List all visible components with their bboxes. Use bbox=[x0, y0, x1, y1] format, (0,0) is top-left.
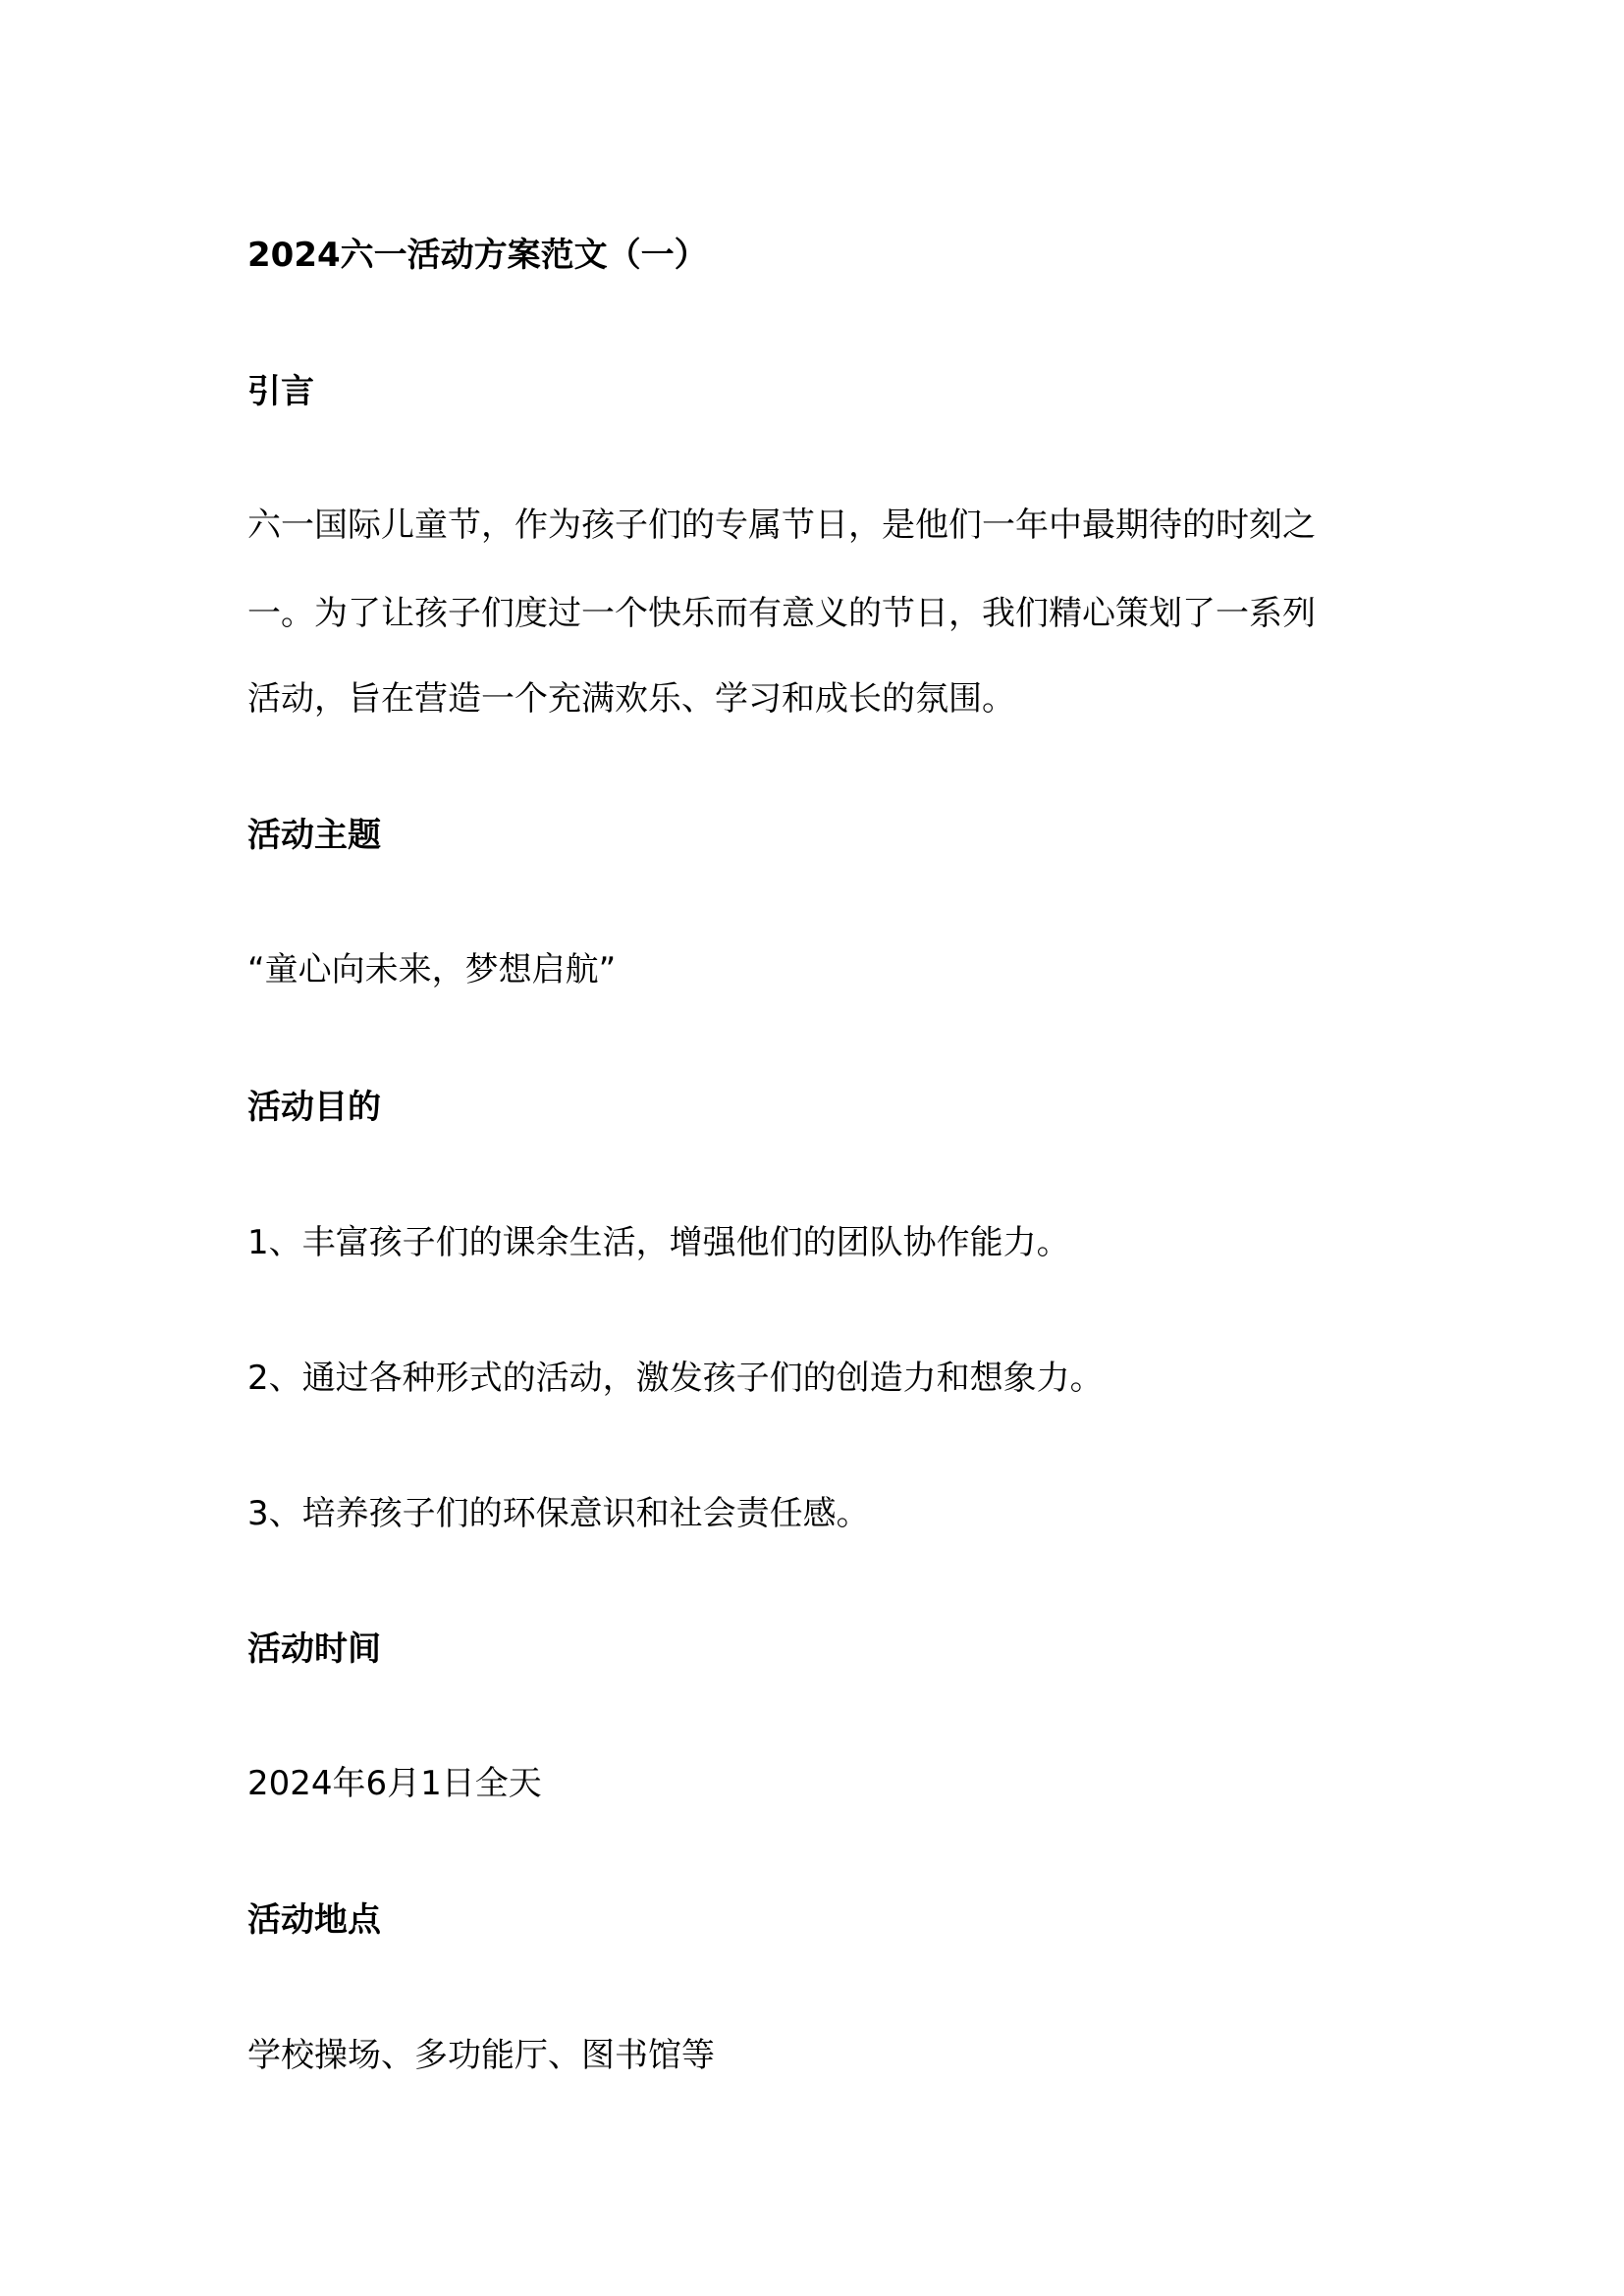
location-text: 学校操场、多功能厅、图书馆等 bbox=[247, 2036, 715, 2075]
purpose-item: 1、丰富孩子们的课余生活，增强他们的团队协作能力。 bbox=[247, 1223, 1070, 1262]
purpose-item: 2、通过各种形式的活动，激发孩子们的创造力和想象力。 bbox=[247, 1359, 1104, 1398]
intro-heading: 引言 bbox=[247, 372, 314, 411]
intro-paragraph-line: 一。为了让孩子们度过一个快乐而有意义的节日，我们精心策划了一系列 bbox=[247, 594, 1316, 633]
purpose-heading: 活动目的 bbox=[247, 1088, 381, 1127]
document-title: 2024六一活动方案范文（一） bbox=[247, 236, 708, 275]
intro-paragraph-line: 活动，旨在营造一个充满欢乐、学习和成长的氛围。 bbox=[247, 679, 1015, 719]
intro-paragraph-line: 六一国际儿童节，作为孩子们的专属节日，是他们一年中最期待的时刻之 bbox=[247, 506, 1316, 545]
time-text: 2024年6月1日全天 bbox=[247, 1764, 542, 1803]
purpose-item: 3、培养孩子们的环保意识和社会责任感。 bbox=[247, 1494, 870, 1533]
time-heading: 活动时间 bbox=[247, 1629, 381, 1669]
location-heading: 活动地点 bbox=[247, 1900, 381, 1940]
theme-heading: 活动主题 bbox=[247, 816, 381, 855]
theme-text: “童心向未来，梦想启航” bbox=[247, 950, 617, 989]
